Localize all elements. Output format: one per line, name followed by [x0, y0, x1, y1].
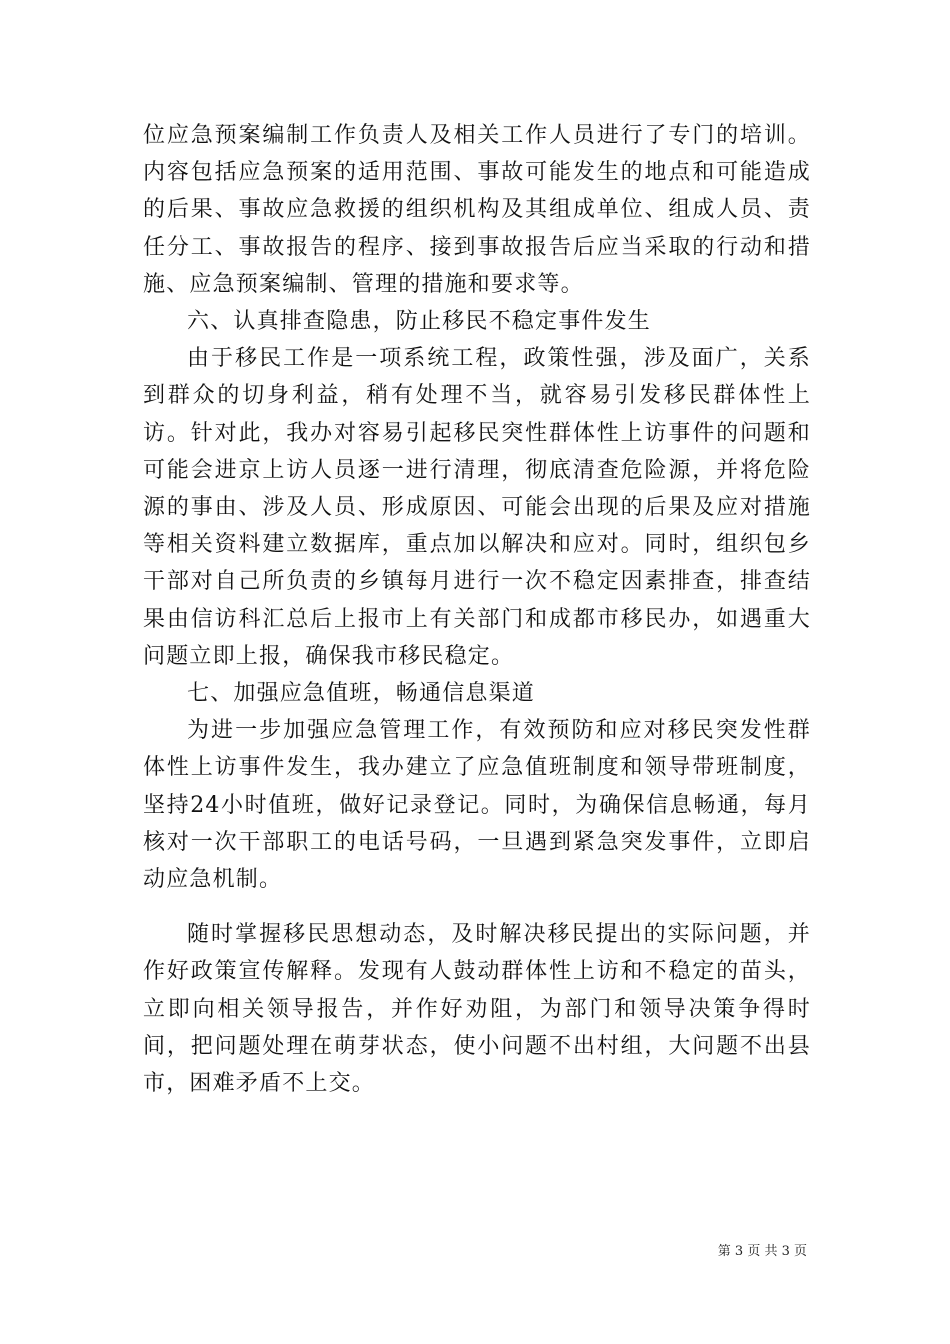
page-number-footer: 第 3 页 共 3 页: [717, 1244, 807, 1259]
document-body: [143, 117, 811, 1102]
paragraph-monitoring: 随时掌握移民思想动态，及时解决移民提出的实际问题，并作好政策宣传解释。发现有人鼓动群体性上访和不稳定的苗头，立即向相关领导报告，并作好劝阻，为部门和领导决策争得时间，把问题处理在萌芽状态，使小问题不出村组，大问题不出县市，困难矛盾不上交。: [143, 922, 811, 1097]
section-heading-seven: 七、加强应急值班，畅通信息渠道: [187, 681, 536, 707]
paragraph-hazard-check: 由于移民工作是一项系统工程，政策性强，涉及面广，关系到群众的切身利益，稍有处理不当，就容易引发移民群体性上访。针对此，我办对容易引起移民突性群体性上访事件的问题和可能会进京上访人员逐一进行清理，彻底清查危险源，并将危险源的事由、涉及人员、形成原因、可能会出现的后果及应对措施等相关资料建立数据库，重点加以解决和应对。同时，组织包乡干部对自己所负责的乡镇每月进行一次不稳定因素排查，排查结果由信访科汇总后上报市上有关部门和成都市移民办，如遇重大问题立即上报，确保我市移民稳定。: [143, 346, 811, 669]
paragraph-training-content: 位应急预案编制工作负责人及相关工作人员进行了专门的培训。内容包括应急预案的适用范围、事故可能发生的地点和可能造成的后果、事故应急救援的组织机构及其组成单位、组成人员、责任分工、事故报告的程序、接到事故报告后应当采取的行动和措施、应急预案编制、管理的措施和要求等。: [143, 123, 811, 297]
paragraph-duty-shift: 为进一步加强应急管理工作，有效预防和应对移民突发性群体性上访事件发生，我办建立了应急值班制度和领导带班制度，坚持24小时值班，做好记录登记。同时，为确保信息畅通，每月核对一次干部职工的电话号码，一旦遇到紧急突发事件，立即启动应急机制。: [143, 718, 811, 893]
section-heading-six: 六、认真排查隐患，防止移民不稳定事件发生: [187, 309, 652, 335]
